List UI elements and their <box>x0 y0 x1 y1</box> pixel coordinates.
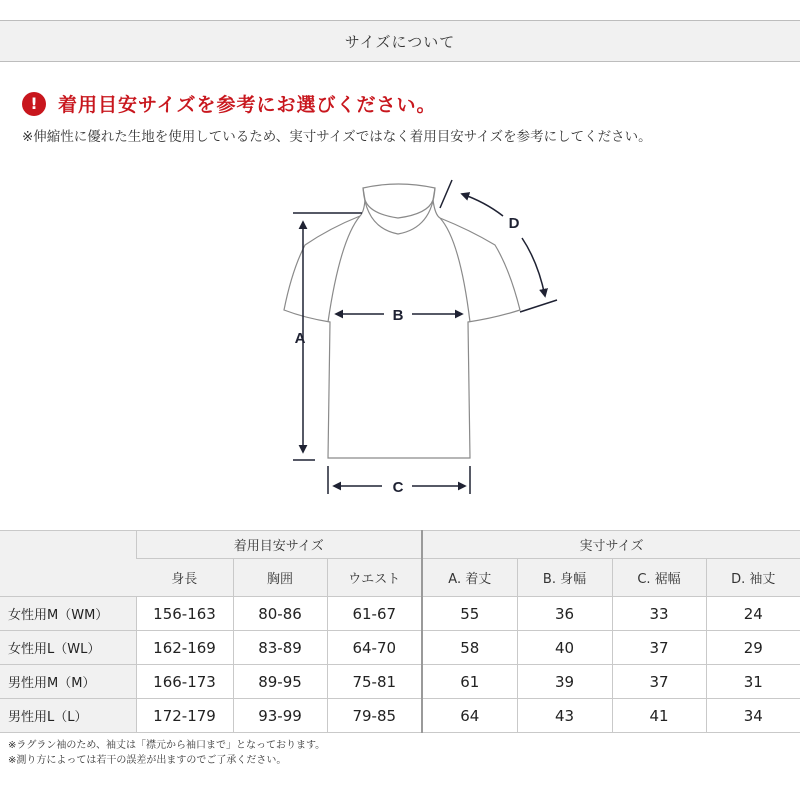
cell: 89-95 <box>233 665 327 699</box>
cell: 43 <box>517 699 612 733</box>
cell: 33 <box>612 597 706 631</box>
measure-d-tick-top <box>440 180 452 208</box>
cell: 83-89 <box>233 631 327 665</box>
label-b: B <box>392 307 404 324</box>
cell: 166-173 <box>136 665 233 699</box>
cell: 55 <box>422 597 517 631</box>
col-waist: ウエスト <box>327 559 422 597</box>
cell: 156-163 <box>136 597 233 631</box>
row-label: 男性用M（M） <box>0 665 136 699</box>
measure-d-top <box>462 194 503 216</box>
cell: 41 <box>612 699 706 733</box>
table-corner <box>0 531 136 597</box>
row-label: 女性用L（WL） <box>0 631 136 665</box>
footnote-line: ※測り方によっては若干の誤差が出ますのでご了承ください。 <box>8 755 287 766</box>
cell: 40 <box>517 631 612 665</box>
label-d: D <box>508 215 520 232</box>
cell: 64-70 <box>327 631 422 665</box>
measure-d-tick-bottom <box>520 300 557 312</box>
col-hem-width: C. 裾幅 <box>612 559 706 597</box>
group-actual-size: 実寸サイズ <box>422 531 800 559</box>
cell: 172-179 <box>136 699 233 733</box>
cell: 31 <box>706 665 800 699</box>
col-length: A. 着丈 <box>422 559 517 597</box>
cell: 36 <box>517 597 612 631</box>
table-group-header <box>0 531 800 559</box>
measure-d-bottom <box>522 238 545 296</box>
col-chest: 胸囲 <box>233 559 327 597</box>
cell: 80-86 <box>233 597 327 631</box>
cell: 37 <box>612 665 706 699</box>
cell: 29 <box>706 631 800 665</box>
cell: 37 <box>612 631 706 665</box>
notice-subnote: ※伸縮性に優れた生地を使用しているため、実寸サイズではなく着用目安サイズを参考にしてください。 <box>22 129 652 145</box>
row-label: 女性用M（WM） <box>0 597 136 631</box>
table-row <box>0 665 800 699</box>
exclamation-icon: ! <box>22 92 46 116</box>
cell: 79-85 <box>327 699 422 733</box>
footnotes <box>8 738 325 768</box>
cell: 162-169 <box>136 631 233 665</box>
label-a: A <box>294 330 306 347</box>
cell: 39 <box>517 665 612 699</box>
notice-text: 着用目安サイズを参考にお選びください。 <box>58 94 437 116</box>
cell: 58 <box>422 631 517 665</box>
section-title: サイズについて <box>344 32 456 51</box>
cell: 24 <box>706 597 800 631</box>
table-row <box>0 699 800 733</box>
group-wear-size: 着用目安サイズ <box>136 531 422 559</box>
footnote-line: ※ラグラン袖のため、袖丈は「襟元から袖口まで」となっております。 <box>8 740 326 751</box>
col-height: 身長 <box>136 559 233 597</box>
cell: 61 <box>422 665 517 699</box>
row-label: 男性用L（L） <box>0 699 136 733</box>
table-row <box>0 631 800 665</box>
cell: 75-81 <box>327 665 422 699</box>
cell: 34 <box>706 699 800 733</box>
label-c: C <box>392 479 404 496</box>
cell: 64 <box>422 699 517 733</box>
table-row <box>0 597 800 631</box>
cell: 61-67 <box>327 597 422 631</box>
cell: 93-99 <box>233 699 327 733</box>
size-table <box>0 530 800 733</box>
col-sleeve-length: D. 袖丈 <box>706 559 800 597</box>
col-body-width: B. 身幅 <box>517 559 612 597</box>
